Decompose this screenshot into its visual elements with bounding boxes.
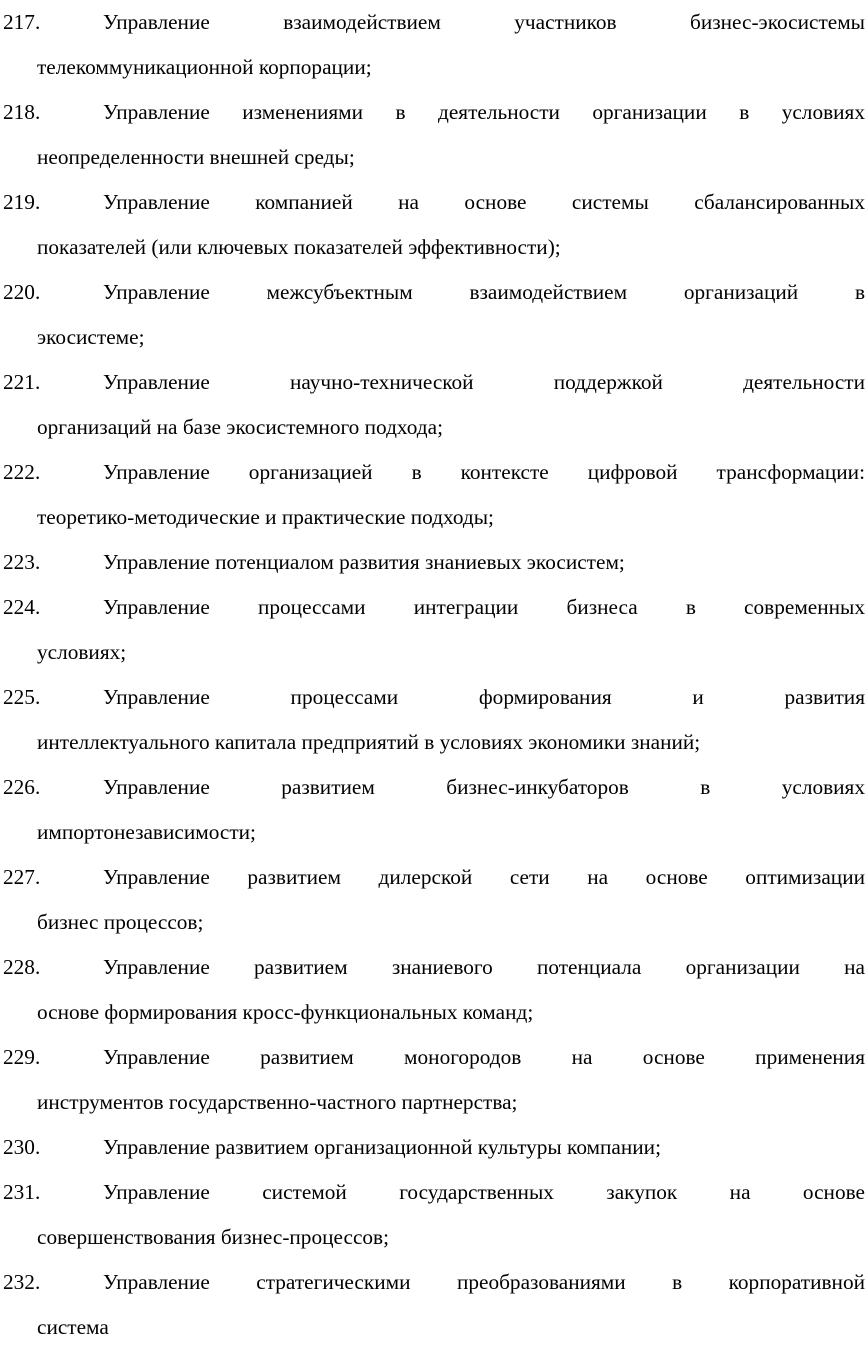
item-text-line2: экосистеме;	[37, 325, 145, 349]
item-text-line1: Управление развитием организационной культуры компании;	[103, 1135, 661, 1159]
item-text-line1: Управление взаимодействием участников бизнес-экосистемы	[103, 10, 865, 34]
item-number: 228.	[3, 955, 41, 979]
item-text-line1: Управление системой государственных закупок на основе	[103, 1180, 865, 1204]
list-item	[0, 855, 866, 945]
item-number: 229.	[3, 1045, 41, 1069]
item-text-line2: основе формирования кросс-функциональных команд;	[37, 1000, 534, 1024]
item-text-line2: неопределенности внешней среды;	[37, 145, 355, 169]
item-number: 221.	[3, 370, 41, 394]
item-text-line2: система	[37, 1315, 109, 1339]
item-number: 224.	[3, 595, 41, 619]
item-text-line2: инструментов государственно-частного партнерства;	[37, 1090, 518, 1114]
item-text-line1: Управление стратегическими преобразованиями в корпоративной	[103, 1270, 865, 1294]
list-item	[0, 585, 866, 675]
item-text-line2: телекоммуникационной корпорации;	[37, 55, 372, 79]
list-item	[0, 765, 866, 855]
list-item	[0, 675, 866, 765]
item-text-line1: Управление изменениями в деятельности организации в условиях	[103, 100, 865, 124]
list-item	[0, 360, 866, 450]
item-text-line1: Управление развитием знаниевого потенциала организации на	[103, 955, 865, 979]
item-text-line1: Управление развитием бизнес-инкубаторов в условиях	[103, 775, 865, 799]
item-number: 220.	[3, 280, 41, 304]
item-text-line1: Управление организацией в контексте цифровой трансформации:	[103, 460, 865, 484]
item-text-line2: совершенствования бизнес-процессов;	[37, 1225, 390, 1249]
item-text-line1: Управление процессами формирования и развития	[103, 685, 865, 709]
item-number: 223.	[3, 550, 41, 574]
list-item	[0, 540, 866, 585]
item-text-line2: показателей (или ключевых показателей эффективности);	[37, 235, 561, 259]
item-text-line2: интеллектуального капитала предприятий в условиях экономики знаний;	[37, 730, 701, 754]
item-text-line2: условиях;	[37, 640, 127, 664]
item-text-line1: Управление развитием дилерской сети на основе оптимизации	[103, 865, 865, 889]
item-number: 226.	[3, 775, 41, 799]
item-text-line1: Управление межсубъектным взаимодействием организаций в	[103, 280, 865, 304]
list-item	[0, 1260, 866, 1350]
item-text-line2: теоретико-методические и практические подходы;	[37, 505, 494, 529]
list-item	[0, 270, 866, 360]
item-number: 232.	[3, 1270, 41, 1294]
item-number: 225.	[3, 685, 41, 709]
item-number: 222.	[3, 460, 41, 484]
list-item	[0, 90, 866, 180]
list-item	[0, 1170, 866, 1260]
item-number: 217.	[3, 10, 41, 34]
item-text-line2: организаций на базе экосистемного подхода;	[37, 415, 444, 439]
item-number: 227.	[3, 865, 41, 889]
item-text-line1: Управление научно-технической поддержкой деятельности	[103, 370, 865, 394]
item-text-line1: Управление развитием моногородов на основе применения	[103, 1045, 865, 1069]
item-number: 230.	[3, 1135, 41, 1159]
item-number: 219.	[3, 190, 41, 214]
list-item	[0, 1125, 866, 1170]
item-text-line2: бизнес процессов;	[37, 910, 204, 934]
item-number: 231.	[3, 1180, 41, 1204]
item-text-line2: импортонезависимости;	[37, 820, 256, 844]
item-text-line1: Управление потенциалом развития знаниевых экосистем;	[103, 550, 625, 574]
list-item	[0, 945, 866, 1035]
list-item	[0, 180, 866, 270]
list-item	[0, 0, 866, 90]
item-number: 218.	[3, 100, 41, 124]
list-item	[0, 450, 866, 540]
item-text-line1: Управление компанией на основе системы сбалансированных	[103, 190, 865, 214]
item-text-line1: Управление процессами интеграции бизнеса в современных	[103, 595, 865, 619]
list-item	[0, 1035, 866, 1125]
